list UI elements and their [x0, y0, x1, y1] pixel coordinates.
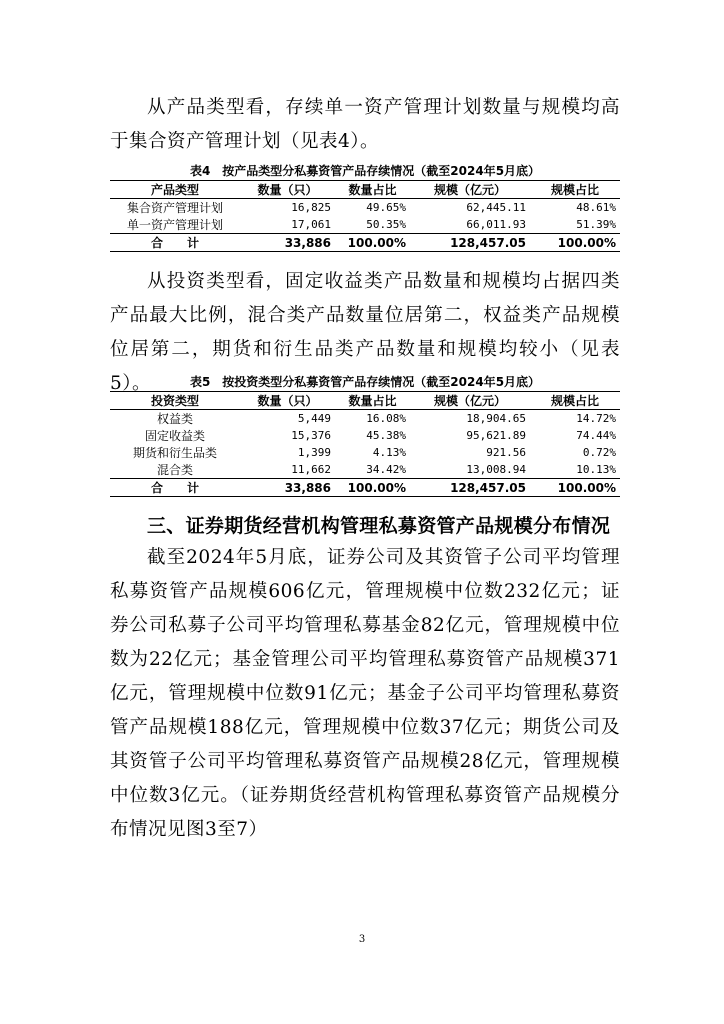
table-cell: 17,061 [291, 218, 331, 231]
table5-header: 数量占比 [335, 392, 410, 410]
table-cell: 权益类 [156, 412, 193, 426]
table5-header: 规模（亿元） [410, 392, 530, 410]
table-cell: 单一资产管理计划 [126, 218, 223, 232]
table-row [110, 199, 620, 217]
table-cell: 期货和衍生品类 [132, 446, 217, 460]
table-cell: 128,457.05 [410, 479, 530, 497]
table-cell: 100.00% [530, 234, 620, 252]
table-cell: 33,886 [240, 234, 335, 252]
table-row [110, 410, 620, 428]
table-cell: 66,011.93 [466, 218, 526, 231]
table-cell: 5,449 [297, 412, 331, 425]
table-cell: 100.00% [335, 234, 410, 252]
table4 [110, 180, 620, 252]
table-cell: 100.00% [335, 479, 410, 497]
table4-total-row [110, 234, 620, 252]
table4-header: 产品类型 [110, 181, 240, 199]
table4-header-row [110, 181, 620, 199]
table-cell: 13,008.94 [466, 463, 526, 476]
table-cell: 34.42% [366, 463, 406, 476]
section-heading-3: 三、证券期货经营机构管理私募资管产品规模分布情况 [147, 515, 611, 537]
table5-header: 数量（只） [240, 392, 335, 410]
table-cell: 49.65% [366, 201, 406, 214]
table5-caption: 表5 按投资类型分私募资管产品存续情况（截至2024年5月底） [189, 375, 541, 389]
table-cell: 50.35% [366, 218, 406, 231]
table-cell: 100.00% [530, 479, 620, 497]
table-cell: 48.61% [576, 201, 616, 214]
table-cell: 合 计 [110, 479, 240, 497]
table-row [110, 216, 620, 234]
table-cell: 18,904.65 [466, 412, 526, 425]
table-row [110, 427, 620, 444]
table5-header: 投资类型 [110, 392, 240, 410]
table-cell: 45.38% [366, 429, 406, 442]
table-cell: 95,621.89 [466, 429, 526, 442]
table-cell: 0.72% [582, 446, 616, 459]
table-cell: 4.13% [372, 446, 406, 459]
table-cell: 集合资产管理计划 [126, 201, 223, 215]
table-cell: 33,886 [240, 479, 335, 497]
table-row [110, 461, 620, 479]
table-cell: 1,399 [297, 446, 331, 459]
table4-header: 规模（亿元） [410, 181, 530, 199]
table-cell: 15,376 [291, 429, 331, 442]
table4-header: 数量（只） [240, 181, 335, 199]
table-cell: 合 计 [110, 234, 240, 252]
table4-header: 数量占比 [335, 181, 410, 199]
table-cell: 16.08% [366, 412, 406, 425]
table-cell: 10.13% [576, 463, 616, 476]
table5-header-row [110, 392, 620, 410]
table5-total-row [110, 479, 620, 497]
table-cell: 921.56 [486, 446, 526, 459]
table5 [110, 391, 620, 497]
paragraph-product-type: 从产品类型看，存续单一资产管理计划数量与规模均高于集合资产管理计划（见表4）。 [110, 97, 620, 152]
table-cell: 混合类 [156, 463, 193, 477]
table-cell: 51.39% [576, 218, 616, 231]
table-cell: 128,457.05 [410, 234, 530, 252]
table5-header: 规模占比 [530, 392, 620, 410]
table-cell: 固定收益类 [144, 429, 205, 443]
table-cell: 14.72% [576, 412, 616, 425]
paragraph-scale-distribution: 截至2024年5月底，证券公司及其资管子公司平均管理私募资管产品规模606亿元，管理规模中位数232亿元；证券公司私募子公司平均管理私募基金82亿元，管理规模中位数为22亿元；基金管理公司平均管理私募资管产品规模371亿元，管理规模中位数91亿元；基金子公司平均管理私募资管产品规模188亿元，管理规模中位数37亿元；期货公司及其资管子公司平均管理私募资管产品规模28亿元，管理规模中位数3亿元。（证券期货经营机构管理私募资管产品规模分布情况见图3至7） [110, 547, 620, 840]
paragraph-investment-type: 从投资类型看，固定收益类产品数量和规模均占据四类产品最大比例，混合类产品数量位居第二，权益类产品规模位居第二，期货和衍生品类产品数量和规模均较小（见表5）。 [110, 271, 620, 394]
table-cell: 16,825 [291, 201, 331, 214]
table-cell: 74.44% [576, 429, 616, 442]
table-row [110, 444, 620, 461]
table4-caption: 表4 按产品类型分私募资管产品存续情况（截至2024年5月底） [189, 164, 541, 178]
table4-header: 规模占比 [530, 181, 620, 199]
table-cell: 62,445.11 [466, 201, 526, 214]
table-cell: 11,662 [291, 463, 331, 476]
page-number: 3 [358, 934, 366, 945]
